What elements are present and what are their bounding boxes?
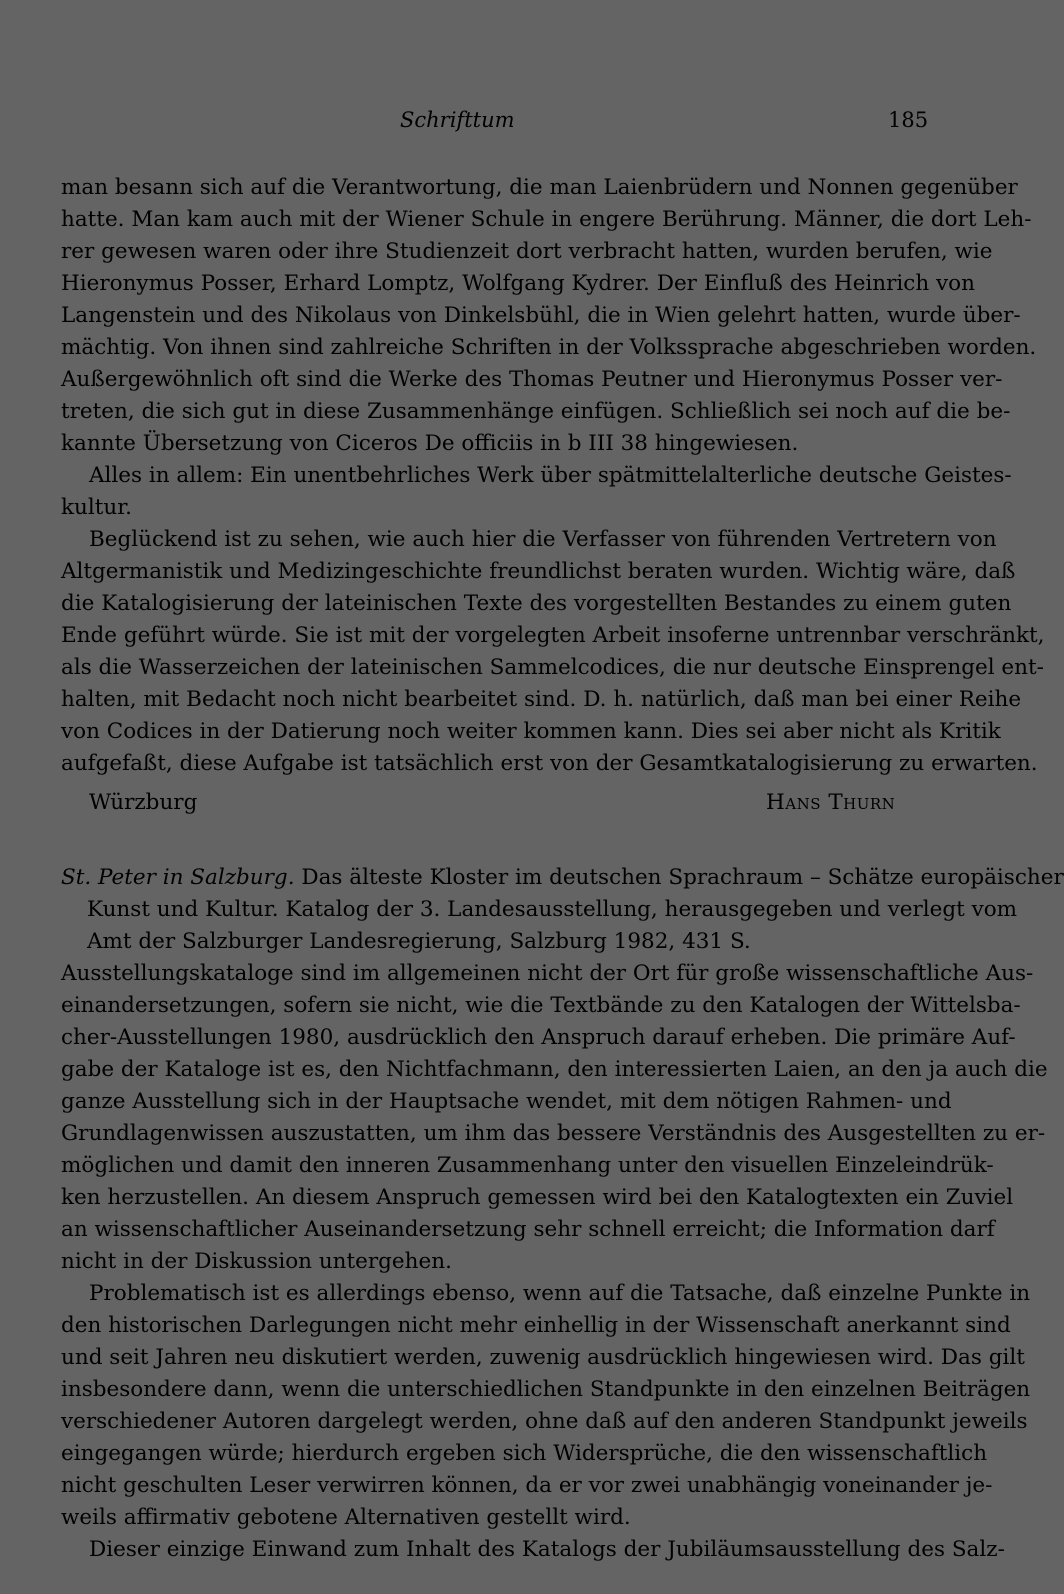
text-line: nicht in der Diskussion untergehen.: [61, 1249, 452, 1274]
text-line: Hieronymus Posser, Erhard Lomptz, Wolfgang Kydrer. Der Einfluß des Heinrich von: [61, 271, 975, 296]
text-line: und seit Jahren neu diskutiert werden, zuwenig ausdrücklich hingewiesen wird. Das gilt: [61, 1345, 1025, 1370]
text-line: man besann sich auf die Verantwortung, die man Laienbrüdern und Nonnen gegenüber: [61, 175, 1018, 200]
citation-line: Kunst und Kultur. Katalog der 3. Landesausstellung, herausgegeben und verlegt vom: [87, 897, 1018, 922]
text-line: Problematisch ist es allerdings ebenso, wenn auf die Tatsache, daß einzelne Punkte in: [89, 1281, 1031, 1306]
citation-line: [61, 862, 1064, 894]
text-line: die Katalogisierung der lateinischen Texte des vorgestellten Bestandes zu einem guten: [61, 591, 1012, 616]
citation-text: Das älteste Kloster im deutschen Sprachraum – Schätze europäischer: [294, 865, 1064, 890]
text-line: gabe der Kataloge ist es, den Nichtfachmann, den interessierten Laien, an den ja auch die: [61, 1057, 1048, 1082]
text-line: nicht geschulten Leser verwirren können, da er vor zwei unabhängig voneinander je-: [61, 1473, 993, 1498]
text-line: den historischen Darlegungen nicht mehr einhellig in der Wissenschaft anerkannt sind: [61, 1313, 1011, 1338]
text-line: Außergewöhnlich oft sind die Werke des Thomas Peutner und Hieronymus Posser ver-: [61, 367, 1003, 392]
text-line: Grundlagenwissen auszustatten, um ihm das bessere Verständnis des Ausgestellten zu er-: [61, 1121, 1046, 1146]
text-line: mächtig. Von ihnen sind zahlreiche Schriften in der Volkssprache abgeschrieben worden.: [61, 335, 1037, 360]
text-line: hatte. Man kam auch mit der Wiener Schule in engere Berührung. Männer, die dort Leh-: [61, 207, 1032, 232]
book-title: St. Peter in Salzburg.: [61, 865, 295, 890]
text-line: Altgermanistik und Medizingeschichte freundlichst beraten wurden. Wichtig wäre, daß: [61, 559, 1016, 584]
text-line: eingegangen würde; hierdurch ergeben sich Widersprüche, die den wissenschaftlich: [61, 1441, 988, 1466]
text-line: Ende geführt würde. Sie ist mit der vorgelegten Arbeit insoferne untrennbar verschränkt,: [61, 623, 1045, 648]
text-line: weils affirmativ gebotene Alternativen gestellt wird.: [61, 1505, 631, 1530]
text-line: kultur.: [61, 495, 132, 520]
reviewer-name: Hans Thurn: [766, 790, 896, 815]
citation-line: Amt der Salzburger Landesregierung, Salzburg 1982, 431 S.: [87, 929, 751, 954]
text-line: treten, die sich gut in diese Zusammenhänge einfügen. Schließlich sei noch auf die be-: [61, 399, 1011, 424]
page-number: 185: [888, 108, 929, 132]
text-line: Dieser einzige Einwand zum Inhalt des Katalogs der Jubiläumsausstellung des Salz-: [89, 1537, 1005, 1562]
text-line: kannte Übersetzung von Ciceros De officiis in b III 38 hingewiesen.: [61, 431, 799, 456]
text-line: rer gewesen waren oder ihre Studienzeit dort verbracht hatten, wurden berufen, wie: [61, 239, 993, 264]
text-line: ken herzustellen. An diesem Anspruch gemessen wird bei den Katalogtexten ein Zuviel: [61, 1185, 1014, 1210]
text-line: aufgefaßt, diese Aufgabe ist tatsächlich erst von der Gesamtkatalogisierung zu erwarten.: [61, 751, 1038, 776]
running-head-title: Schrifttum: [400, 108, 515, 132]
text-line: Ausstellungskataloge sind im allgemeinen nicht der Ort für große wissenschaftliche Aus-: [61, 961, 1034, 986]
text-line: insbesondere dann, wenn die unterschiedlichen Standpunkte in den einzelnen Beiträgen: [61, 1377, 1031, 1402]
text-line: einandersetzungen, sofern sie nicht, wie die Textbände zu den Katalogen der Wittelsba-: [61, 993, 1021, 1018]
text-line: möglichen und damit den inneren Zusammenhang unter den visuellen Einzeleindrük-: [61, 1153, 994, 1178]
text-line: halten, mit Bedacht noch nicht bearbeitet sind. D. h. natürlich, daß man bei einer Reihe: [61, 687, 1022, 712]
text-line: an wissenschaftlicher Auseinandersetzung sehr schnell erreicht; die Information darf: [61, 1217, 995, 1242]
text-line: ganze Ausstellung sich in der Hauptsache wendet, mit dem nötigen Rahmen- und: [61, 1089, 952, 1114]
reviewer-place: Würzburg: [89, 790, 198, 815]
text-line: Beglückend ist zu sehen, wie auch hier die Verfasser von führenden Vertretern von: [89, 527, 997, 552]
text-line: cher-Ausstellungen 1980, ausdrücklich den Anspruch darauf erheben. Die primäre Auf-: [61, 1025, 1016, 1050]
text-line: Alles in allem: Ein unentbehrliches Werk über spätmittelalterliche deutsche Geistes-: [89, 463, 1012, 488]
text-line: verschiedener Autoren dargelegt werden, ohne daß auf den anderen Standpunkt jeweils: [61, 1409, 1028, 1434]
text-line: als die Wasserzeichen der lateinischen Sammelcodices, die nur deutsche Einsprengel ent-: [61, 655, 1044, 680]
text-line: von Codices in der Datierung noch weiter kommen kann. Dies sei aber nicht als Kritik: [61, 719, 1001, 744]
text-line: Langenstein und des Nikolaus von Dinkelsbühl, die in Wien gelehrt hatten, wurde über-: [61, 303, 1021, 328]
